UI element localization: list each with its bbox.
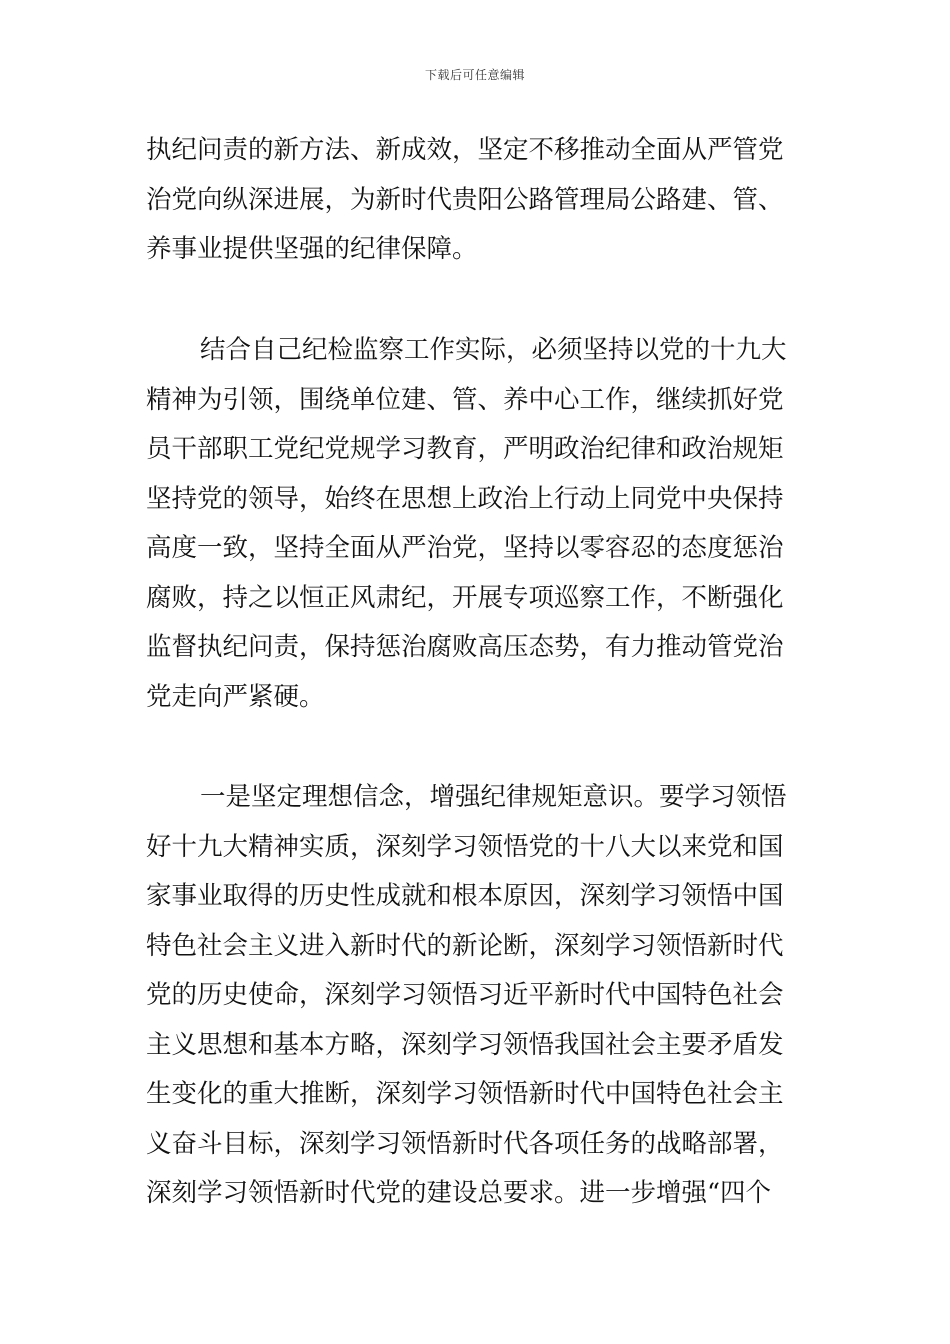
header-note: 下载后可任意编辑 <box>424 68 525 82</box>
text-line: 党的历史使命，深刻学习领悟习近平新时代中国特色社会 <box>146 980 784 1010</box>
text-line: 深刻学习领悟新时代党的建设总要求。进一步增强“四个 <box>146 1178 772 1208</box>
text-line: 党走向严紧硬。 <box>146 681 325 712</box>
paragraph-3 <box>146 773 810 1219</box>
text-line: 家事业取得的历史性成就和根本原因，深刻学习领悟中国 <box>146 881 784 911</box>
text-line: 腐败，持之以恒正风肃纪，开展专项巡察工作，不断强化 <box>146 582 784 613</box>
text-line: 执纪问责的新方法、新成效，坚定不移推动全面从严管党 <box>146 135 784 165</box>
text-line: 坚持党的领导，始终在思想上政治上行动上同党中央保持 <box>146 483 784 514</box>
paragraph-1 <box>146 126 810 275</box>
text-line: 治党向纵深进展，为新时代贵阳公路管理局公路建、管、 <box>146 184 784 215</box>
text-line: 一是坚定理想信念，增强纪律规矩意识。要学习领悟 <box>200 782 787 812</box>
text-line: 养事业提供坚强的纪律保障。 <box>146 234 478 264</box>
text-line: 生变化的重大推断，深刻学习领悟新时代中国特色社会主 <box>146 1079 784 1109</box>
text-line: 义奋斗目标，深刻学习领悟新时代各项任务的战略部署， <box>146 1128 784 1159</box>
text-line: 好十九大精神实质，深刻学习领悟党的十八大以来党和国 <box>146 831 784 862</box>
paragraph-2 <box>146 326 810 722</box>
text-line: 特色社会主义进入新时代的新论断，深刻学习领悟新时代 <box>146 930 784 961</box>
text-line: 高度一致，坚持全面从严治党，坚持以零容忍的态度惩治 <box>146 533 784 563</box>
text-line: 主义思想和基本方略，深刻学习领悟我国社会主要矛盾发 <box>146 1029 784 1060</box>
text-line: 精神为引领，围绕单位建、管、养中心工作，继续抓好党 <box>146 384 784 415</box>
text-line: 员干部职工党纪党规学习教育，严明政治纪律和政治规矩 <box>146 434 784 464</box>
text-line: 监督执纪问责，保持惩治腐败高压态势，有力推动管党治 <box>146 632 784 662</box>
text-line: 结合自己纪检监察工作实际，必须坚持以党的十九大 <box>200 335 787 365</box>
